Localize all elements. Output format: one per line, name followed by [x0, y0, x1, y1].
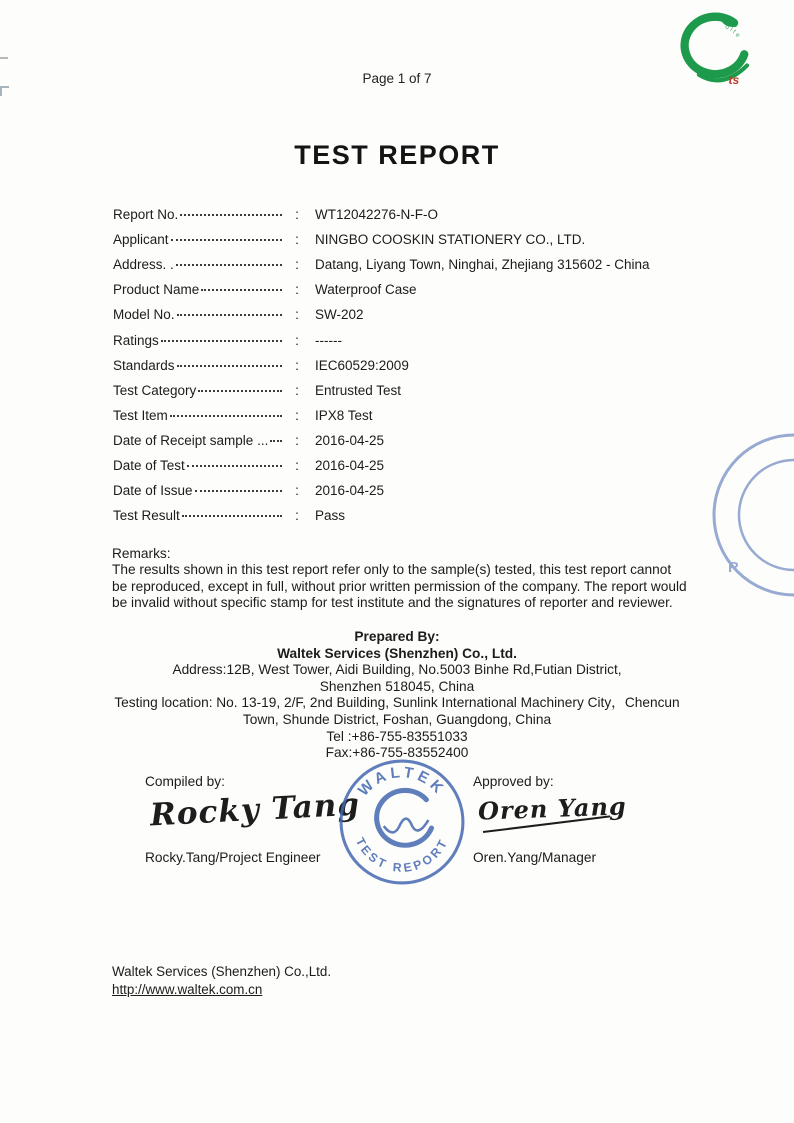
field-value: WT12042276-N-F-O [315, 207, 439, 223]
field-label: Test Category [113, 382, 197, 398]
field-row-test-item [113, 403, 675, 428]
report-fields [113, 202, 675, 528]
approved-signature-handwriting: Oren Yang [477, 791, 628, 826]
field-value: IEC60529:2009 [315, 357, 409, 373]
field-row-address [113, 252, 675, 277]
signature-section [0, 763, 794, 910]
field-label: Address. . [113, 257, 174, 273]
field-row-applicant [113, 227, 675, 252]
prepared-address-line: Address:12B, West Tower, Aidi Building, No.5003 Binhe Rd,Futian District, [172, 662, 622, 678]
stamp-bottom-text [353, 835, 451, 875]
stamp-bottom-textpath: TEST REPORT [352, 835, 452, 876]
field-row-report-no [113, 202, 675, 227]
field-label: Model No. [113, 307, 175, 323]
edge-stamp-outer-ring [714, 435, 794, 595]
field-label: Applicant [113, 232, 169, 248]
scan-artifact [0, 86, 9, 96]
field-label: Report No. [113, 207, 179, 223]
compiled-signature-handwriting: Rocky Tang [149, 786, 361, 834]
field-value: Datang, Liyang Town, Ninghai, Zhejiang 315602 - China [315, 257, 650, 273]
dot-leader [177, 365, 282, 367]
field-row-date-issue [113, 478, 675, 503]
dot-leader [171, 239, 282, 241]
field-value: Entrusted Test [315, 382, 402, 398]
dot-leader [201, 289, 282, 291]
field-label: Ratings [113, 332, 159, 348]
field-value: 2016-04-25 [315, 483, 385, 499]
waltek-test-report-stamp [337, 756, 467, 888]
field-row-test-category [113, 378, 675, 403]
dot-leader [177, 314, 282, 316]
field-label: Product Name [113, 282, 200, 298]
footer-company-name: Waltek Services (Shenzhen) Co.,Ltd. [112, 964, 332, 979]
field-label: Test Item [113, 407, 168, 423]
field-colon: : [295, 457, 299, 473]
tel-line: Tel :+86-755-83551033 [326, 728, 468, 744]
dot-leader [170, 415, 282, 417]
field-value: ------ [315, 332, 342, 348]
field-value: IPX8 Test [315, 407, 373, 423]
remarks-body: The results shown in this test report refer only to the sample(s) tested, this test report cannot be reproduced, except in full, without prior written permission of the company. The report would be invalid without specific stamp for test institute and the signatures of reporter and reviewer. [112, 562, 687, 611]
field-colon: : [295, 483, 299, 499]
field-row-model-no [113, 302, 675, 327]
dot-leader [182, 515, 282, 517]
field-colon: : [295, 332, 299, 348]
testing-location-line: Testing location: No. 13-19, 2/F, 2nd Building, Sunlink International Machinery City，Chencun [114, 695, 680, 711]
field-row-date-receipt [113, 428, 675, 453]
dot-leader [198, 390, 282, 392]
dot-leader [270, 440, 282, 442]
field-colon: : [295, 257, 299, 273]
dot-leader [187, 465, 282, 467]
prepared-by-block [50, 629, 744, 762]
field-value: SW-202 [315, 307, 364, 323]
field-label: Test Result [113, 508, 180, 524]
field-colon: : [295, 232, 299, 248]
field-value: NINGBO COOSKIN STATIONERY CO., LTD. [315, 232, 586, 248]
field-row-product-name [113, 277, 675, 302]
prepared-company-name: Waltek Services (Shenzhen) Co., Ltd. [277, 645, 517, 661]
compiled-by-label: Compiled by: [145, 774, 225, 789]
logo-arc-letters-text: o l t e [724, 23, 742, 39]
edge-stamp-letter: R [728, 559, 739, 576]
approved-by-name: Oren.Yang/Manager [473, 850, 597, 865]
field-label: Date of Receipt sample ... [113, 432, 269, 448]
dot-leader [176, 264, 282, 266]
edge-stamp-inner-ring [739, 460, 794, 570]
field-row-date-test [113, 453, 675, 478]
page-indicator: Page 1 of 7 [362, 71, 432, 86]
partial-stamp-right-edge [684, 430, 794, 605]
field-value: Waterproof Case [315, 282, 417, 298]
field-row-ratings [113, 327, 675, 352]
field-colon: : [295, 307, 299, 323]
testing-location-line: Town, Shunde District, Foshan, Guangdong, China [242, 711, 552, 727]
footer-url-link[interactable]: http://www.waltek.com.cn [112, 981, 263, 997]
stamp-center-swoosh [377, 790, 432, 845]
field-colon: : [295, 407, 299, 423]
field-colon: : [295, 432, 299, 448]
field-value: 2016-04-25 [315, 457, 385, 473]
fax-line: Fax:+86-755-83552400 [325, 745, 469, 761]
prepared-by-heading: Prepared By: [354, 629, 440, 644]
field-colon: : [295, 207, 299, 223]
dot-leader [180, 214, 282, 216]
stamp-top-textpath: WALTEK [355, 763, 450, 800]
field-colon: : [295, 357, 299, 373]
field-colon: : [295, 382, 299, 398]
scan-artifact [0, 57, 8, 59]
stamp-center-scribble [384, 819, 429, 833]
field-row-test-result [113, 503, 675, 528]
field-row-standards [113, 353, 675, 378]
dot-leader [195, 490, 282, 492]
compiled-by-name: Rocky.Tang/Project Engineer [145, 850, 321, 865]
field-label: Standards [113, 357, 175, 373]
field-value: 2016-04-25 [315, 432, 385, 448]
remarks-section [112, 546, 688, 612]
report-title: TEST REPORT [294, 140, 500, 170]
field-value: Pass [315, 508, 346, 524]
dot-leader [161, 340, 282, 342]
waltek-logo-icon [662, 8, 758, 96]
field-label: Date of Test [113, 457, 185, 473]
field-colon: : [295, 282, 299, 298]
prepared-address-line: Shenzhen 518045, China [319, 678, 475, 694]
field-label: Date of Issue [113, 483, 193, 499]
logo-ts-text: ts [728, 72, 740, 87]
approved-by-label: Approved by: [473, 774, 554, 789]
remarks-title: Remarks: [112, 546, 171, 561]
field-colon: : [295, 508, 299, 524]
footer [112, 963, 331, 998]
